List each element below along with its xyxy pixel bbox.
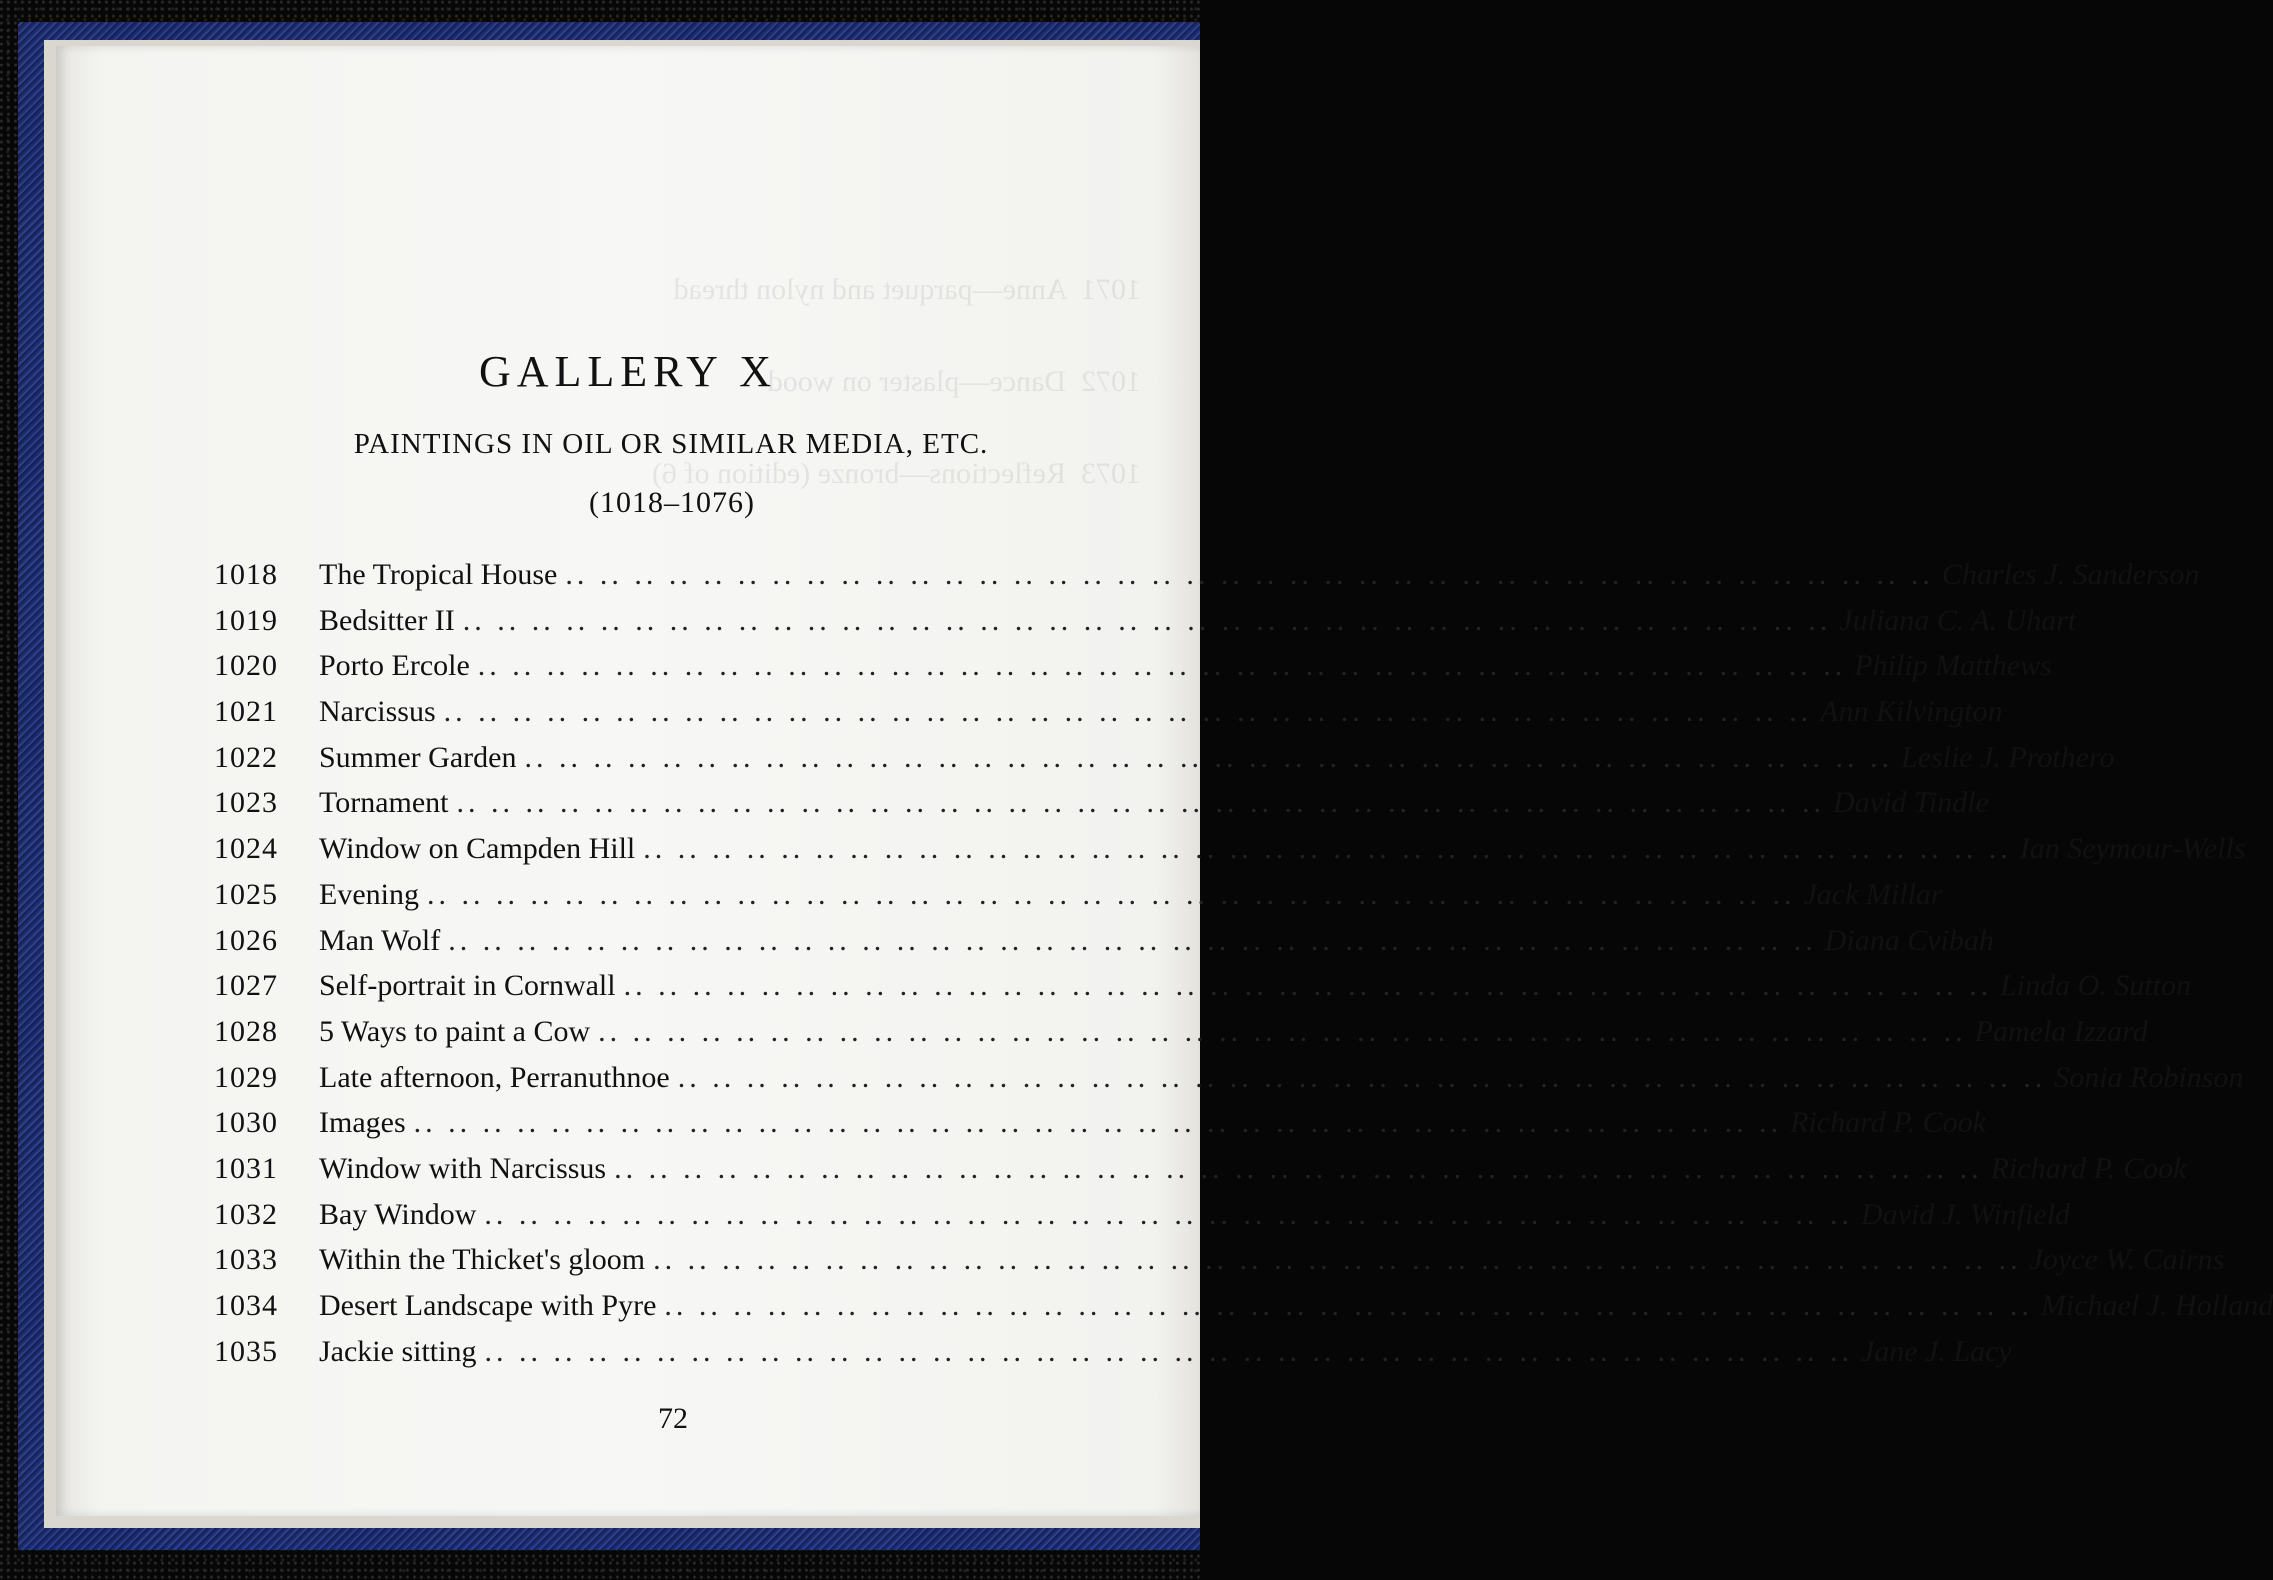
catalogue-entry bbox=[214, 740, 2115, 787]
catalogue-entry bbox=[214, 1060, 2244, 1107]
gallery-subtitle: PAINTINGS IN OIL OR SIMILAR MEDIA, ETC. bbox=[353, 428, 989, 460]
catalogue-page bbox=[56, 46, 2273, 1516]
show-through-line: 1071 Anne—parquet and nylon thread bbox=[673, 273, 1141, 306]
catalogue-entry bbox=[214, 1014, 2148, 1061]
dot-leader: .. .. .. .. .. .. .. .. .. .. .. .. .. .. .. .. .. .. .. .. .. .. .. .. .. .. .. .. .. .. .. .. .. .. .. .. .. .. .. .. bbox=[524, 740, 1893, 774]
dot-leader: .. .. .. .. .. .. .. .. .. .. .. .. .. .. .. .. .. .. .. .. .. .. .. .. .. .. .. .. .. .. .. .. .. .. .. .. .. .. .. .. bbox=[643, 832, 2012, 866]
catalogue-entry bbox=[214, 923, 1994, 970]
catalogue-entry bbox=[214, 1289, 2273, 1335]
entry-title: 5 Ways to paint a Cow bbox=[319, 1014, 591, 1048]
entry-number: 1030 bbox=[214, 1106, 278, 1140]
entry-artist: David J. Winfield bbox=[1860, 1197, 2071, 1231]
entry-number: 1022 bbox=[214, 740, 278, 774]
entry-title: Summer Garden bbox=[319, 740, 517, 774]
entry-artist: Richard P. Cook bbox=[1990, 1151, 2187, 1185]
entry-title: Self-portrait in Cornwall bbox=[319, 969, 616, 1003]
entry-artist: Charles J. Sanderson bbox=[1941, 558, 2200, 591]
entry-title: Desert Landscape with Pyre bbox=[319, 1289, 657, 1322]
dot-leader: .. .. .. .. .. .. .. .. .. .. .. .. .. .. .. .. .. .. .. .. .. .. .. .. .. .. .. .. .. .. .. .. .. .. .. .. .. .. .. .. bbox=[456, 786, 1826, 820]
catalogue-entry bbox=[214, 969, 2191, 1015]
entry-artist: Jane J. Lacy bbox=[1860, 1334, 2012, 1368]
dot-leader: .. .. .. .. .. .. .. .. .. .. .. .. .. .. .. .. .. .. .. .. .. .. .. .. .. .. .. .. .. .. .. .. .. .. .. .. .. .. .. .. bbox=[443, 695, 1813, 729]
entry-title: Evening bbox=[319, 877, 419, 911]
entry-number: 1032 bbox=[214, 1197, 278, 1231]
gallery-title: GALLERY X bbox=[478, 347, 778, 396]
dot-leader: .. .. .. .. .. .. .. .. .. .. .. .. .. .. .. .. .. .. .. .. .. .. .. .. .. .. .. .. .. .. .. .. .. .. .. .. .. .. .. .. bbox=[565, 558, 1934, 591]
entry-number: 1033 bbox=[214, 1243, 278, 1277]
dot-leader: .. .. .. .. .. .. .. .. .. .. .. .. .. .. .. .. .. .. .. .. .. .. .. .. .. .. .. .. .. .. .. .. .. .. .. .. .. .. .. .. bbox=[484, 1197, 1853, 1231]
entry-title: Narcissus bbox=[319, 695, 436, 729]
entry-artist: Linda O. Sutton bbox=[2000, 969, 2191, 1003]
dot-leader: .. .. .. .. .. .. .. .. .. .. .. .. .. .. .. .. .. .. .. .. .. .. .. .. .. .. .. .. .. .. .. .. .. .. .. .. .. .. .. .. bbox=[623, 969, 1993, 1003]
catalogue-entry bbox=[214, 786, 1989, 832]
entry-artist: Sonia Robinson bbox=[2054, 1060, 2244, 1094]
entry-title: Window on Campden Hill bbox=[319, 832, 636, 866]
catalogue-list bbox=[214, 558, 2273, 1380]
entry-number: 1034 bbox=[214, 1289, 278, 1322]
entry-title: Tornament bbox=[319, 786, 449, 820]
entry-title: Porto Ercole bbox=[319, 649, 470, 683]
dot-leader: .. .. .. .. .. .. .. .. .. .. .. .. .. .. .. .. .. .. .. .. .. .. .. .. .. .. .. .. .. .. .. .. .. .. .. .. .. .. .. .. bbox=[664, 1289, 2033, 1322]
entry-title: Within the Thicket's gloom bbox=[319, 1243, 646, 1277]
dot-leader: .. .. .. .. .. .. .. .. .. .. .. .. .. .. .. .. .. .. .. .. .. .. .. .. .. .. .. .. .. .. .. .. .. .. .. .. .. .. .. .. bbox=[413, 1106, 1783, 1140]
page-number: 72 bbox=[658, 1402, 688, 1435]
catalogue-entry bbox=[214, 1106, 1986, 1152]
dot-leader: .. .. .. .. .. .. .. .. .. .. .. .. .. .. .. .. .. .. .. .. .. .. .. .. .. .. .. .. .. .. .. .. .. .. .. .. .. .. .. .. bbox=[462, 603, 1832, 637]
catalogue-entry bbox=[214, 603, 2077, 650]
dot-leader: .. .. .. .. .. .. .. .. .. .. .. .. .. .. .. .. .. .. .. .. .. .. .. .. .. .. .. .. .. .. .. .. .. .. .. .. .. .. .. .. bbox=[484, 1334, 1853, 1368]
entry-artist: Jack Millar bbox=[1803, 877, 1943, 911]
entry-number: 1021 bbox=[214, 695, 278, 729]
entry-title: Bay Window bbox=[319, 1197, 477, 1231]
entry-title: Man Wolf bbox=[319, 923, 441, 957]
entry-number: 1029 bbox=[214, 1060, 278, 1094]
dot-leader: .. .. .. .. .. .. .. .. .. .. .. .. .. .. .. .. .. .. .. .. .. .. .. .. .. .. .. .. .. .. .. .. .. .. .. .. .. .. .. .. bbox=[426, 877, 1796, 911]
entry-artist: Joyce W. Cairns bbox=[2029, 1243, 2225, 1277]
entry-number: 1028 bbox=[214, 1014, 278, 1048]
entry-number: 1018 bbox=[214, 558, 278, 591]
catalogue-entry bbox=[214, 1334, 2012, 1381]
entry-artist: Michael J. Holland bbox=[2040, 1289, 2273, 1322]
entry-number: 1035 bbox=[214, 1334, 278, 1368]
catalogue-entry bbox=[214, 695, 2003, 741]
catalogue-entry bbox=[214, 877, 1943, 924]
show-through-line: 1073 Reflections—bronze (edition of 6) bbox=[651, 457, 1141, 490]
catalogue-entry bbox=[214, 1151, 2187, 1198]
entry-artist: Pamela Izzard bbox=[1974, 1014, 2148, 1048]
entry-number: 1031 bbox=[214, 1151, 278, 1185]
catalogue-entry bbox=[214, 832, 2246, 878]
dot-leader: .. .. .. .. .. .. .. .. .. .. .. .. .. .. .. .. .. .. .. .. .. .. .. .. .. .. .. .. .. .. .. .. .. .. .. .. .. .. .. .. bbox=[598, 1014, 1967, 1048]
show-through-line: 1072 Dance—plaster on wood bbox=[767, 365, 1141, 398]
entry-number: 1027 bbox=[214, 969, 278, 1003]
entry-title: Bedsitter II bbox=[319, 603, 455, 637]
catalogue-entry bbox=[214, 1243, 2225, 1289]
entry-artist: Ian Seymour-Wells bbox=[2019, 832, 2246, 866]
dot-leader: .. .. .. .. .. .. .. .. .. .. .. .. .. .. .. .. .. .. .. .. .. .. .. .. .. .. .. .. .. .. .. .. .. .. .. .. .. .. .. .. bbox=[614, 1151, 1983, 1185]
entry-artist: Juliana C. A. Uhart bbox=[1839, 603, 2077, 637]
entry-artist: Ann Kilvington bbox=[1820, 695, 2003, 729]
dot-leader: .. .. .. .. .. .. .. .. .. .. .. .. .. .. .. .. .. .. .. .. .. .. .. .. .. .. .. .. .. .. .. .. .. .. .. .. .. .. .. .. bbox=[448, 923, 1817, 957]
entry-artist: Leslie J. Prothero bbox=[1900, 740, 2115, 774]
dot-leader: .. .. .. .. .. .. .. .. .. .. .. .. .. .. .. .. .. .. .. .. .. .. .. .. .. .. .. .. .. .. .. .. .. .. .. .. .. .. .. .. bbox=[677, 1060, 2047, 1094]
entry-title: The Tropical House bbox=[319, 558, 558, 591]
entry-number: 1023 bbox=[214, 786, 278, 820]
catalogue-range: (1018–1076) bbox=[589, 486, 755, 519]
catalogue-entry bbox=[214, 1197, 2071, 1244]
entry-title: Late afternoon, Perranuthnoe bbox=[319, 1060, 670, 1094]
entry-artist: Philip Matthews bbox=[1854, 649, 2052, 683]
dot-leader: .. .. .. .. .. .. .. .. .. .. .. .. .. .. .. .. .. .. .. .. .. .. .. .. .. .. .. .. .. .. .. .. .. .. .. .. .. .. .. .. bbox=[653, 1243, 2022, 1277]
entry-number: 1024 bbox=[214, 832, 278, 866]
entry-title: Jackie sitting bbox=[319, 1334, 477, 1368]
entry-number: 1019 bbox=[214, 603, 278, 637]
entry-artist: Richard P. Cook bbox=[1790, 1106, 1986, 1140]
entry-artist: David Tindle bbox=[1833, 786, 1989, 820]
catalogue-entry bbox=[214, 649, 2052, 695]
entry-artist: Diana Cvibah bbox=[1824, 923, 1994, 957]
entry-title: Window with Narcissus bbox=[319, 1151, 607, 1185]
dot-leader: .. .. .. .. .. .. .. .. .. .. .. .. .. .. .. .. .. .. .. .. .. .. .. .. .. .. .. .. .. .. .. .. .. .. .. .. .. .. .. .. bbox=[477, 649, 1847, 683]
entry-number: 1020 bbox=[214, 649, 278, 683]
entry-title: Images bbox=[319, 1106, 406, 1140]
entry-number: 1025 bbox=[214, 877, 278, 911]
catalogue-entry bbox=[214, 558, 2200, 604]
entry-number: 1026 bbox=[214, 923, 278, 957]
